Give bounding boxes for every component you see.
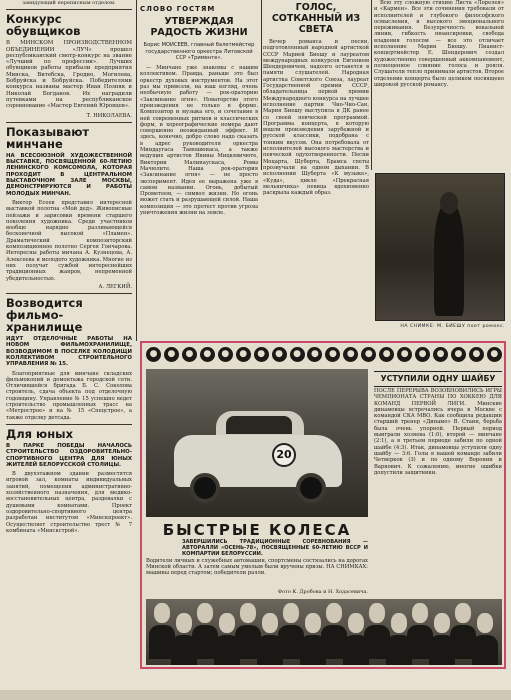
column-right — [374, 0, 504, 89]
hockey-title: УСТУПИЛИ ОДНУ ШАЙБУ — [374, 371, 502, 387]
column-guest — [140, 0, 258, 217]
ski-jump-icon: ● — [325, 347, 340, 362]
cycling-icon: ● — [236, 347, 251, 362]
guest-text: — Минчане уже знакомы с нашим коллективом. Правда, раньше это был оркестр духовых инструментов. На этот раз мы привезли, на наш взгляд, очень необычную работу — рок-ораторию «Заклинание огня». Новаторство этого произведения не только в форме. Композитор и музыка его, и сочетание в ней современных ритмов и классических форм, и хореографические номера дают совершенно неожиданный эффект. И здесь, конечно, добро слово надо сказать в адрес руководителя оркестра Миндаугаса Тамошюнаса, а также ведущих артистов Янины Мицкявичюте, Виктории Малинаускаса, Ромы Мачюлите. Наша рок-оратория «Заклинание огня» — не просто эксперимент. Идея ее выражена уже в самом названии. Огонь, добытый Прометеем, — символ жизни. Но огонь может стать и разрушающей силой. Наша композиция — это протест против угрозы уничтожения жизни на земле. — [140, 65, 258, 217]
skating-icon: ● — [164, 347, 179, 362]
volleyball-icon: ● — [307, 347, 322, 362]
photo-credit: Фото К. Дробова и Н. Ходасевича. — [277, 589, 368, 595]
weightlifting-icon: ● — [272, 347, 287, 362]
rally-title: БЫСТРЫЕ КОЛЕСА — [162, 521, 352, 539]
gymnastics-icon: ● — [397, 347, 412, 362]
page-bottom-edge — [0, 690, 511, 700]
rowing-icon: ● — [433, 347, 448, 362]
divider — [6, 424, 132, 425]
konkurs-signature: Т. НИКОЛАЕВА. — [86, 112, 132, 119]
rally-text: Водители личных и служебных автомашин, спортсмены состязались на дорогах Минской области. А затем самым умелым были вручены призы. НА СНИМКАХ: машины перед стартом; победители ралли. — [146, 558, 368, 577]
column-rule — [136, 0, 137, 341]
player-head — [326, 603, 342, 623]
column-concert — [263, 0, 369, 197]
team-photo — [146, 599, 502, 665]
badminton-icon: ● — [379, 347, 394, 362]
divider — [6, 293, 132, 294]
concert-text: Вечер романса и песни, подготовленный народной артисткой СССР Марией Биешу и лауреатом международных конкурсов Евгением Шендеровичем, надолго останется в памяти слушателей. Народная артистка Советского Союза, лауреат Государственной премии СССР, обладательница первой премии Международного конкурса на лучшее исполнение партии Чио-Чио-Сан, Мария Биешу выступила в ДК ранее со своей певческой программой. Программа концерта, в которую вошли произведения зарубежной и русской классики, подобрана с тонким вкусом. Она потребовала от исполнителей высокого мастерства и певческой одухотворенности. Песни Моцарта, Шуберта, Брамса спеты прозвучали на одном дыхании. В исполнении Шуберта «К музыке», «Куда», цикле «Прекрасная мельничиха» певица вдохновенно раскрыла каждый образ. — [263, 39, 369, 197]
player-head — [219, 613, 235, 633]
player-head — [154, 603, 170, 623]
car-number: 20 — [272, 443, 296, 467]
running-icon: ● — [200, 347, 215, 362]
sports-icons-strip — [146, 347, 502, 367]
player-head — [305, 613, 321, 633]
guest-title: УТВЕРЖДАЯ РАДОСТЬ ЖИЗНИ — [150, 16, 248, 39]
column-rule — [261, 0, 262, 170]
show-signature: А. ЛЕГКИЙ. — [98, 283, 132, 290]
equestrian-icon: ● — [343, 347, 358, 362]
car-wheel — [296, 473, 326, 503]
player-head — [283, 603, 299, 623]
swimming-icon: ● — [182, 347, 197, 362]
player-head — [412, 603, 428, 623]
young-lead: В ПАРКЕ ПОБЕДЫ НАЧАЛОСЬ СТРОИТЕЛЬСТВО ОЗДОРОВИТЕЛЬНО-СПОРТИВНОГО ЦЕНТРА ДЛЯ ЮНЫХ ЖИТЕЛЕЙ БЕЛОРУССКОЙ СТОЛИЦЫ. — [6, 442, 132, 468]
divider — [6, 9, 132, 10]
skiing-icon: ● — [218, 347, 233, 362]
show-title: Показывают минчане — [6, 124, 90, 151]
basketball-icon: ● — [415, 347, 430, 362]
player-head — [455, 603, 471, 623]
konkurs-text: В МИНСКОМ ПРОИЗВОДСТВЕННОМ ОБЪЕДИНЕНИИ «ЛУЧ» прошел республиканский смотр-конкурс на звание «Лучший по профессии». Лучших обувщиков работы прибыли предприятия Минска, Витебска, Гродно, Могилева, Бобруйска и Бобруйска. Победителями конкурса названы мастер Иван Позняк и Николай Богданов. Их наградили путевками на республиканское соревнование «Мастер Евгений Юровцев». — [6, 40, 132, 110]
konkurs-title: Конкурс обувщиков — [6, 12, 81, 39]
table-tennis-icon: ● — [487, 347, 502, 362]
column-left — [6, 0, 132, 535]
player-head — [240, 603, 256, 623]
hockey-text: ПОСЛЕ ПЕРЕРЫВА ВОЗОБНОВИЛИСЬ ИГРЫ ЧЕМПИОНАТА СТРАНЫ ПО ХОККЕЮ ДЛЯ КОМАНД ПЕРВОЙ ЛИГИ. Минские динамовцы встречались вчера в Москве с командой СКА МВО. Как сообщила редакции старший тренер «Динамо» В. Стаин, борьба была очень упорной. Первый период выиграли хозяева (1:0), второй — минчане (2:1), а в третьем периоде забили по одной шайбе (4:3). Итак, динамовцы уступили одну шайбу — 3:6. Голы в нашей команде забили Четверков (3) и по одному Воронин и Варнович. К сожалению, многие ошибки допустили защитники. — [374, 388, 502, 476]
young-text: В двухэтажном здании разместятся игровой зал, комнаты индивидуальных занятий, помещения административно-хозяйственного назначения, для медико-восстановительных центра, раздевалки с душевыми комнатами. Проект оздоровительно-спортивного центра разработан институтом «Минскпроект». Осуществляет строительство трест № 7 комбината «Минскстрой». — [6, 471, 132, 534]
handball-icon: ● — [290, 347, 305, 362]
film-lead: ИДУТ ОТДЕЛОЧНЫЕ РАБОТЫ НА НОВОМ ФИЛЬМОХРАНИЛИЩЕ, ВОЗВОДИМОМ В ПОСЕЛКЕ КОЛОДИЩИ КОЛЛЕКТИВОМ СТРОИТЕЛЬНОГО УПРАВЛЕНИЯ № 15. — [6, 336, 132, 368]
player-head — [391, 613, 407, 633]
player-head — [348, 613, 364, 633]
singer-photo — [375, 173, 505, 321]
player-head — [434, 613, 450, 633]
show-text: Виктор Есеев представил интересной выставкой полотна «Мой дед». Живописные пейзажи и зарисовки времени старшего поколения художника. Среди участников вообще нарядно разливающейся бесконечной высокой «Пламен». Драматический композиторский композиционное полотно Сергея Гончарова. Интересны работы мичана А. Кузнецова, А. Алексеева и молодого художника. Многие из них получат сужбой интереснейших традиционных жанров, непременной убедительностью. — [6, 199, 132, 282]
concert-continued-text: Всю эту сложную стихию Листа «Лорелея» и «Кармен». Все эти сочинения требовали от исполнителей и глубокого философского осмысления, и высокого эмоционального переживания. Безупречность вокальной линии, гибкость нюансировки, свобода владения голосом — все это отличает исполнение Марии Биешу. Пианист-концертмейстер Е. Шендерович создал художественно совершенный аккомпанемент, полноценное слияние голоса и рояля. Слушатели тепло принимали артистов. Второе отделение концерта было целиком посвящено широкой русской романсу. — [374, 0, 504, 88]
player-head — [197, 603, 213, 623]
rally-car-photo — [146, 369, 368, 517]
football-icon: ● — [146, 347, 161, 362]
singer-photo-caption: НА СНИМКЕ: М. БИЕШУ поет романс. — [400, 324, 505, 329]
young-title: Для юных — [6, 426, 73, 441]
player-head — [369, 603, 385, 623]
concert-title: ГОЛОС, СОТКАННЫЙ ИЗ СВЕТА — [271, 2, 361, 35]
guest-author: Борис МОИСЕЕВ, главный балетмейстер государственного оркестра Литовской ССР «Трименте». — [143, 42, 255, 61]
singer-head — [440, 192, 458, 214]
sports-feature-box — [140, 341, 506, 669]
rally-lead: ЗАВЕРШИЛИСЬ ТРАДИЦИОННЫЕ СОРЕВНОВАНИЯ — АВТОРАЛЛИ «ОСЕНЬ-78», ПОСВЯЩЕННЫЕ 60-ЛЕТИЮ ВССР И КОМПАРТИИ БЕЛОРУССИИ. — [182, 539, 368, 557]
divider — [6, 122, 132, 123]
show-lead: НА ВСЕСОЮЗНОЙ ХУДОЖЕСТВЕННОЙ ВЫСТАВКЕ, ПОСВЯЩЕННОЙ 60-ЛЕТИЮ ЛЕНИНСКОГО КОМСОМОЛА, КОТОРАЯ ПРОХОДИТ В ЦЕНТРАЛЬНОМ ВЫСТАВОЧНОМ ЗАЛЕ МОСКВЫ, ДЕМОНСТРИРУЮТСЯ И РАБОТЫ МОЛОДЫХ МИНЧАН. — [6, 152, 132, 197]
film-title: Возводится фильмо-хранилище — [6, 296, 83, 335]
player-head — [262, 613, 278, 633]
singer-figure — [434, 204, 464, 316]
car-window — [226, 416, 292, 434]
section-label: СЛОВО ГОСТЯМ — [140, 5, 216, 13]
boxing-icon: ● — [451, 347, 466, 362]
hockey-icon: ● — [254, 347, 269, 362]
column-rule — [371, 0, 372, 170]
top-note: завидующий переписным отделом. — [22, 0, 116, 6]
golf-icon: ● — [361, 347, 376, 362]
player-head — [176, 613, 192, 633]
player-body — [472, 635, 498, 665]
player-head — [477, 613, 493, 633]
film-text: Благоприятные для минчане складских фильмокопий и демонтажа городской сети. Отличившейся бригада Б. С. Соколова строитель, сдача объекта под отделочную годовщину. Управление № 15 успешно ведет строительство промышленных трасс на «Метрострое» и на № 15 «Спецстрое», а также отделку детсада. — [6, 370, 132, 421]
car-wheel — [190, 473, 220, 503]
fencing-icon: ● — [469, 347, 484, 362]
